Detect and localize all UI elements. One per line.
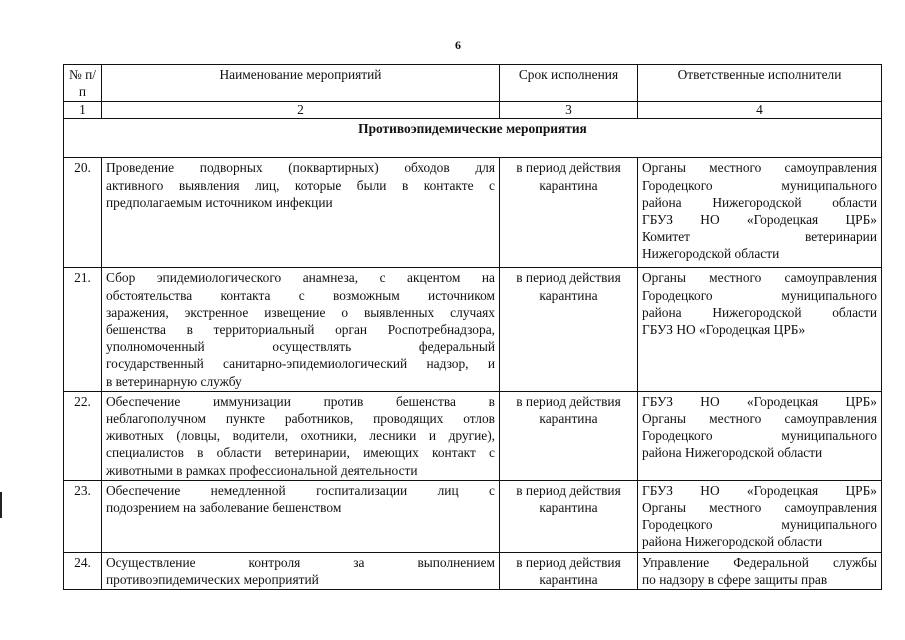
responsible-line: ГБУЗ НО «Городецкая ЦРБ» [642, 322, 806, 338]
responsible-line: района Нижегородской области [642, 534, 823, 550]
measure-name-line: неблагополучном пункте работников, проводящих отлов [106, 411, 495, 427]
column-index: 2 [102, 102, 500, 119]
responsible-line: Городецкого муниципального [642, 177, 877, 193]
header-num: № п/п [64, 65, 102, 102]
measure-name-line: Сбор эпидемиологического анамнеза, с акцентом на [106, 270, 495, 286]
responsible-line: Городецкого муниципального [642, 287, 877, 303]
responsible-line: Управление Федеральной службы [642, 554, 877, 570]
measures-table [63, 64, 882, 590]
measure-name-line: подозрением на заболевание бешенством [106, 500, 342, 516]
term-line: карантина [539, 500, 598, 516]
responsible-line: Органы местного самоуправления [642, 160, 877, 176]
responsible-line: района Нижегородской области [642, 194, 877, 210]
measure-name [102, 158, 500, 268]
responsible-line: Органы местного самоуправления [642, 500, 877, 516]
header-term: Срок исполнения [500, 65, 638, 102]
table-body [64, 158, 882, 590]
page-number: 6 [455, 38, 461, 52]
term-line: карантина [539, 177, 598, 193]
measure-name-line: заражения, экстренное извещение о выявленных случаях [106, 304, 495, 320]
measure-name-line: противоэпидемических мероприятий [106, 571, 319, 587]
responsible-line: района Нижегородской области [642, 445, 823, 461]
measure-name-line: в ветеринарную службу [106, 373, 242, 389]
row-number: 21. [64, 268, 102, 391]
table-header-row [64, 65, 882, 102]
term-line: в период действия [516, 554, 621, 570]
execution-term [500, 480, 638, 552]
measure-name-line: активного выявления лиц, которые были в контакте с [106, 177, 495, 193]
term-line: карантина [539, 287, 598, 303]
responsible-line: Городецкого муниципального [642, 517, 877, 533]
execution-term [500, 552, 638, 589]
responsible-line: Комитет ветеринарии [642, 229, 877, 245]
column-index: 3 [500, 102, 638, 119]
term-line: в период действия [516, 270, 621, 286]
responsible-executors [638, 552, 882, 589]
execution-term [500, 268, 638, 391]
measure-name-line: обстоятельства контакта с возможным источником [106, 287, 495, 303]
row-number: 24. [64, 552, 102, 589]
responsible-line: по надзору в сфере защиты прав [642, 571, 828, 587]
measure-name-line: Обеспечение немедленной госпитализации лиц с [106, 482, 495, 498]
section-row [64, 119, 882, 158]
row-number: 23. [64, 480, 102, 552]
measure-name [102, 391, 500, 480]
measure-name-line: бешенства в территориальный орган Роспотребнадзора, [106, 322, 495, 338]
responsible-line: Городецкого муниципального [642, 428, 877, 444]
term-line: карантина [539, 571, 598, 587]
scan-mark [0, 492, 2, 518]
measure-name-line: государственный санитарно-эпидемиологический надзор, и [106, 356, 495, 372]
term-line: в период действия [516, 160, 621, 176]
measure-name-line: Проведение подворных (поквартирных) обходов для [106, 160, 495, 176]
term-line: карантина [539, 411, 598, 427]
measure-name [102, 480, 500, 552]
header-responsible: Ответственные исполнители [638, 65, 882, 102]
table-row [64, 480, 882, 552]
column-index: 1 [64, 102, 102, 119]
responsible-line: ГБУЗ НО «Городецкая ЦРБ» [642, 212, 877, 228]
column-index: 4 [638, 102, 882, 119]
term-line: в период действия [516, 393, 621, 409]
measure-name-line: Обеспечение иммунизации против бешенства в [106, 393, 495, 409]
measure-name-line: животных (ловцы, водители, охотники, лесники и другие), [106, 428, 495, 444]
section-title: Противоэпидемические мероприятия [64, 119, 882, 158]
measure-name-line: Осуществление контроля за выполнением [106, 554, 495, 570]
responsible-line: Органы местного самоуправления [642, 270, 877, 286]
responsible-line: района Нижегородской области [642, 304, 877, 320]
measure-name-line: уполномоченный осуществлять федеральный [106, 339, 495, 355]
measure-name-line: специалистов в области ветеринарии, имеющих контакт с [106, 445, 495, 461]
execution-term [500, 158, 638, 268]
measure-name [102, 268, 500, 391]
responsible-line: Органы местного самоуправления [642, 411, 877, 427]
responsible-executors [638, 158, 882, 268]
row-number: 22. [64, 391, 102, 480]
row-number: 20. [64, 158, 102, 268]
table-row [64, 158, 882, 268]
header-name: Наименование мероприятий [102, 65, 500, 102]
term-line: в период действия [516, 482, 621, 498]
execution-term [500, 391, 638, 480]
measure-name-line: животными в рамках профессиональной деятельности [106, 462, 418, 478]
table-row [64, 268, 882, 391]
table-row [64, 552, 882, 589]
responsible-executors [638, 480, 882, 552]
measure-name [102, 552, 500, 589]
responsible-line: Нижегородской области [642, 246, 780, 262]
measure-name-line: предполагаемым источником инфекции [106, 194, 333, 210]
column-index-row [64, 102, 882, 119]
responsible-line: ГБУЗ НО «Городецкая ЦРБ» [642, 482, 877, 498]
responsible-line: ГБУЗ НО «Городецкая ЦРБ» [642, 393, 877, 409]
table-row [64, 391, 882, 480]
responsible-executors [638, 268, 882, 391]
responsible-executors [638, 391, 882, 480]
